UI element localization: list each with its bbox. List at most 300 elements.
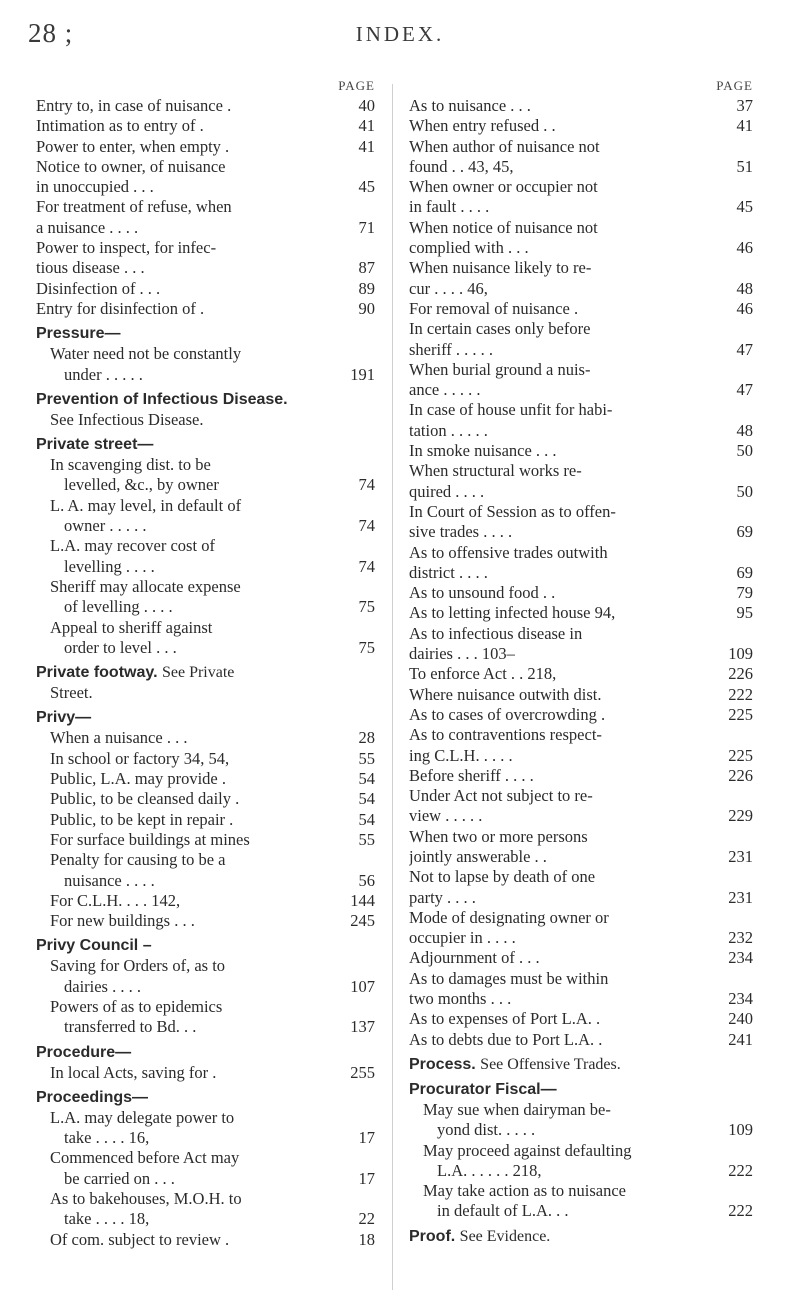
- page-reference: 89: [358, 278, 375, 298]
- index-line: [409, 867, 753, 887]
- entry-text: In school or factory 34, 54,: [50, 748, 230, 768]
- index-line: [36, 116, 375, 136]
- index-line: [50, 769, 375, 789]
- index-block: [36, 323, 375, 385]
- index-line: [409, 421, 753, 441]
- entry-text: L. A. may level, in default of: [50, 495, 242, 515]
- entry-heading: [36, 323, 375, 344]
- entry-text: May proceed against defaulting: [423, 1140, 632, 1160]
- index-line: [50, 536, 375, 556]
- entry-text: Under Act not subject to re-: [409, 786, 593, 806]
- entry-heading: [409, 1054, 753, 1075]
- index-line: [409, 827, 753, 847]
- entry-text: To enforce Act . . 218,: [409, 664, 557, 684]
- entry-text: L.A. may recover cost of: [50, 536, 215, 556]
- page-reference: 40: [358, 96, 375, 115]
- entry-text: As to unsound food . .: [409, 583, 556, 603]
- index-line: [50, 557, 375, 577]
- entry-text: levelled, &c., by owner: [64, 475, 219, 495]
- index-line: [50, 1128, 375, 1148]
- entry-heading: [36, 389, 375, 410]
- entry-text: Of com. subject to review .: [50, 1229, 230, 1249]
- page-reference: 222: [728, 1160, 753, 1180]
- index-line: [423, 1201, 753, 1221]
- index-line: [50, 618, 375, 638]
- entry-text: tious disease . . .: [36, 258, 145, 278]
- index-line: [409, 624, 753, 644]
- entry-text: ance . . . . .: [409, 380, 481, 400]
- page-reference: 225: [728, 704, 753, 724]
- page-reference: 41: [358, 116, 375, 136]
- entry-text: quired . . . .: [409, 481, 485, 501]
- index-line: [409, 319, 753, 339]
- index-block: [409, 1054, 753, 1075]
- index-line: [409, 583, 753, 603]
- entry-text: Powers of as to epidemics: [50, 996, 223, 1016]
- index-line: [50, 911, 375, 931]
- page-reference: 231: [728, 846, 753, 866]
- page-reference: 107: [350, 976, 375, 996]
- index-line: [423, 1161, 753, 1181]
- entry-text: Street.: [50, 683, 93, 703]
- index-line: [409, 197, 753, 217]
- index-line: [409, 340, 753, 360]
- page-reference: 75: [358, 637, 375, 657]
- page-reference: 90: [358, 298, 375, 318]
- entry-text: take . . . . 18,: [64, 1209, 150, 1229]
- heading-text: Procedure—: [36, 1043, 132, 1061]
- page-reference: 74: [358, 556, 375, 576]
- heading-text: Prevention of Infectious Disease.: [36, 390, 288, 408]
- page-reference: 191: [350, 364, 375, 384]
- entry-heading: [36, 707, 375, 728]
- entry-text: As to letting infected house 94,: [409, 603, 616, 623]
- index-line: [50, 577, 375, 597]
- index-line: [50, 830, 375, 850]
- index-block: [36, 1042, 375, 1083]
- index-line: [409, 644, 753, 664]
- index-line: [50, 455, 375, 475]
- index-line: [50, 683, 375, 703]
- entry-text: Entry for disinfection of .: [36, 298, 205, 318]
- index-line: [36, 238, 375, 258]
- entry-text: transferred to Bd. . .: [64, 1017, 197, 1037]
- index-line: [50, 871, 375, 891]
- page-column-label: PAGE: [338, 78, 375, 93]
- page-reference: 137: [350, 1017, 375, 1037]
- entry-text: For treatment of refuse, when: [36, 197, 232, 217]
- index-line: [409, 948, 753, 968]
- entry-text: of levelling . . . .: [64, 597, 173, 617]
- entry-text: Appeal to sheriff against: [50, 617, 213, 637]
- index-block: [36, 707, 375, 931]
- entry-text: found . . 43, 45,: [409, 156, 514, 176]
- page-reference: 255: [350, 1062, 375, 1082]
- index-line: [409, 116, 753, 136]
- index-line: [50, 1063, 375, 1083]
- index-line: [50, 891, 375, 911]
- index-line: [50, 749, 375, 769]
- page-reference: 45: [736, 197, 753, 217]
- index-line: [409, 685, 753, 705]
- entry-text: owner . . . . .: [64, 516, 147, 536]
- page-reference: 225: [728, 745, 753, 765]
- entry-text: cur . . . . 46,: [409, 278, 488, 298]
- index-line: [409, 279, 753, 299]
- index-line: [409, 218, 753, 238]
- entry-heading: [36, 1042, 375, 1063]
- index-line: [50, 1169, 375, 1189]
- entry-text: When entry refused . .: [409, 116, 556, 136]
- entry-text: L.A. . . . . . 218,: [437, 1160, 542, 1180]
- entry-text: See Infectious Disease.: [50, 409, 204, 429]
- entry-text: L.A. may delegate power to: [50, 1107, 235, 1127]
- index-line: [36, 157, 375, 177]
- index-line: [409, 137, 753, 157]
- index-line: [36, 177, 375, 197]
- index-line: [409, 543, 753, 563]
- entry-text: ing C.L.H. . . . .: [409, 745, 513, 765]
- page-reference: 55: [358, 829, 375, 849]
- index-line: [409, 238, 753, 258]
- entry-text: As to bakehouses, M.O.H. to: [50, 1189, 242, 1209]
- page-reference: 54: [358, 769, 375, 789]
- page-reference: 46: [736, 238, 753, 258]
- entry-text: In smoke nuisance . . .: [409, 441, 557, 461]
- index-line: [36, 279, 375, 299]
- index-line: [409, 360, 753, 380]
- page-title: INDEX.: [355, 22, 445, 46]
- entry-text: a nuisance . . . .: [36, 217, 139, 237]
- entry-text: Penalty for causing to be a: [50, 850, 226, 870]
- heading-text: Process.: [409, 1055, 476, 1073]
- index-block: [409, 96, 753, 1050]
- page-reference: 41: [736, 116, 753, 136]
- heading-text: Pressure—: [36, 325, 121, 343]
- page-reference: 109: [728, 644, 753, 664]
- heading-text: Proof.: [409, 1227, 456, 1245]
- entry-text: Public, to be cleansed daily .: [50, 789, 240, 809]
- heading-text: Privy—: [36, 709, 92, 727]
- heading-text: Procurator Fiscal—: [409, 1080, 557, 1098]
- page-reference: 46: [736, 298, 753, 318]
- entry-text: As to nuisance . . .: [409, 96, 531, 115]
- entry-text: occupier in . . . .: [409, 928, 516, 948]
- index-block: [409, 1226, 753, 1247]
- index-line: [50, 728, 375, 748]
- entry-text: In certain cases only before: [409, 319, 591, 339]
- page-reference: 95: [736, 603, 753, 623]
- index-line: [50, 1209, 375, 1229]
- entry-text: tation . . . . .: [409, 420, 488, 440]
- index-line: [409, 664, 753, 684]
- left-entries: [36, 96, 375, 1250]
- page-reference: 241: [728, 1029, 753, 1049]
- page-reference: 234: [728, 948, 753, 968]
- index-line: [423, 1141, 753, 1161]
- entry-text: Notice to owner, of nuisance: [36, 156, 226, 176]
- index-line: [409, 563, 753, 583]
- index-line: [409, 705, 753, 725]
- index-line: [50, 597, 375, 617]
- entry-text: For new buildings . . .: [50, 911, 195, 931]
- entry-text: Power to enter, when empty .: [36, 136, 230, 156]
- page-reference: 55: [358, 748, 375, 768]
- entry-text: Water need not be constantly: [50, 344, 242, 364]
- entry-text: As to debts due to Port L.A. .: [409, 1029, 603, 1049]
- entry-text: When burial ground a nuis-: [409, 359, 591, 379]
- entry-text: order to level . . .: [64, 637, 177, 657]
- entry-text: jointly answerable . .: [409, 846, 547, 866]
- entry-text: As to infectious disease in: [409, 623, 583, 643]
- entry-text: As to contraventions respect-: [409, 725, 602, 745]
- index-line: [423, 1120, 753, 1140]
- index-line: [409, 380, 753, 400]
- page-reference: 232: [728, 928, 753, 948]
- page-reference: 75: [358, 597, 375, 617]
- index-line: [50, 496, 375, 516]
- index-line: [50, 850, 375, 870]
- index-line: [409, 928, 753, 948]
- entry-text: Disinfection of . . .: [36, 278, 161, 298]
- index-line: [409, 482, 753, 502]
- index-line: [409, 522, 753, 542]
- index-line: [50, 1148, 375, 1168]
- see-reference: See Offensive Trades.: [480, 1055, 621, 1073]
- page-reference: 48: [736, 420, 753, 440]
- index-line: [50, 956, 375, 976]
- entry-text: party . . . .: [409, 887, 476, 907]
- entry-text: In case of house unfit for habi-: [409, 400, 613, 420]
- page-reference: 74: [358, 475, 375, 495]
- entry-heading: [36, 434, 375, 455]
- page-column-label: PAGE: [716, 78, 753, 93]
- index-line: [50, 475, 375, 495]
- page-reference: 69: [736, 562, 753, 582]
- entry-text: May take action as to nuisance: [423, 1181, 626, 1201]
- entry-text: yond dist. . . . .: [437, 1120, 536, 1140]
- page-reference: 54: [358, 809, 375, 829]
- index-block: [36, 1087, 375, 1250]
- page-reference: 51: [736, 156, 753, 176]
- page-reference: 41: [358, 136, 375, 156]
- left-column: [36, 78, 375, 1250]
- index-line: [36, 197, 375, 217]
- page-reference: 144: [350, 890, 375, 910]
- page-reference: 45: [358, 177, 375, 197]
- index-line: [409, 1009, 753, 1029]
- index-line: [50, 1017, 375, 1037]
- right-entries: [409, 96, 753, 1247]
- entry-text: In Court of Session as to offen-: [409, 501, 616, 521]
- index-block: [36, 389, 375, 430]
- entry-text: complied with . . .: [409, 238, 529, 258]
- index-block: [36, 662, 375, 703]
- entry-text: When a nuisance . . .: [50, 728, 188, 748]
- entry-text: Saving for Orders of, as to: [50, 956, 226, 976]
- page-reference: 22: [358, 1209, 375, 1229]
- entry-text: For C.L.H. . . . 142,: [50, 890, 181, 910]
- page-reference: 17: [358, 1128, 375, 1148]
- index-line: [409, 603, 753, 623]
- index-line: [409, 847, 753, 867]
- entry-text: take . . . . 16,: [64, 1128, 150, 1148]
- index-line: [50, 810, 375, 830]
- index-line: [409, 969, 753, 989]
- index-line: [36, 258, 375, 278]
- index-line: [409, 888, 753, 908]
- entry-text: sheriff . . . . .: [409, 339, 494, 359]
- index-line: [36, 218, 375, 238]
- index-line: [409, 786, 753, 806]
- heading-text: Proceedings—: [36, 1088, 149, 1106]
- entry-text: Adjournment of . . .: [409, 948, 540, 968]
- index-line: [409, 1030, 753, 1050]
- entry-text: Commenced before Act may: [50, 1148, 240, 1168]
- index-line: [409, 400, 753, 420]
- entry-text: in fault . . . .: [409, 197, 490, 217]
- page-reference: 69: [736, 522, 753, 542]
- page-reference: 50: [736, 481, 753, 501]
- heading-text: Private footway.: [36, 664, 158, 682]
- page-reference: 50: [736, 441, 753, 461]
- page-reference: 240: [728, 1009, 753, 1029]
- page-reference: 17: [358, 1168, 375, 1188]
- page-reference: 74: [358, 516, 375, 536]
- entry-text: In local Acts, saving for .: [50, 1062, 217, 1082]
- entry-text: district . . . .: [409, 562, 488, 582]
- entry-text: For surface buildings at mines: [50, 829, 250, 849]
- index-line: [50, 1230, 375, 1250]
- entry-text: view . . . . .: [409, 806, 483, 826]
- page-reference: 37: [736, 96, 753, 115]
- entry-text: As to cases of overcrowding .: [409, 704, 606, 724]
- page-number: 28 ;: [28, 18, 74, 48]
- entry-text: under . . . . .: [64, 364, 143, 384]
- index-line: [423, 1181, 753, 1201]
- page-reference: 48: [736, 278, 753, 298]
- index-line: [50, 516, 375, 536]
- entry-text: Power to inspect, for infec-: [36, 238, 217, 258]
- entry-text: Intimation as to entry of .: [36, 116, 204, 136]
- entry-text: Mode of designating owner or: [409, 907, 609, 927]
- entry-text: be carried on . . .: [64, 1168, 175, 1188]
- index-line: [409, 461, 753, 481]
- entry-heading: [409, 1079, 753, 1100]
- entry-text: Sheriff may allocate expense: [50, 576, 241, 596]
- index-line: [36, 299, 375, 319]
- entry-text: nuisance . . . .: [64, 870, 155, 890]
- entry-text: Before sheriff . . . .: [409, 765, 534, 785]
- entry-text: As to damages must be within: [409, 968, 609, 988]
- entry-text: When structural works re-: [409, 461, 582, 481]
- index-line: [409, 299, 753, 319]
- heading-text: Privy Council –: [36, 937, 152, 955]
- entry-text: For removal of nuisance .: [409, 298, 579, 318]
- index-line: [50, 410, 375, 430]
- index-line: [50, 789, 375, 809]
- page-reference: 222: [728, 1201, 753, 1221]
- entry-text: levelling . . . .: [64, 556, 155, 576]
- entry-text: As to offensive trades outwith: [409, 542, 608, 562]
- right-column: [409, 78, 753, 1247]
- page-reference: 87: [358, 258, 375, 278]
- page-reference: 56: [358, 870, 375, 890]
- index-line: [423, 1100, 753, 1120]
- index-line: [409, 725, 753, 745]
- entry-text: Where nuisance outwith dist.: [409, 684, 602, 704]
- entry-text: When notice of nuisance not: [409, 217, 598, 237]
- index-line: [409, 502, 753, 522]
- page-reference: 229: [728, 806, 753, 826]
- index-line: [50, 344, 375, 364]
- index-line: [409, 806, 753, 826]
- page-reference: 226: [728, 765, 753, 785]
- page-reference: 71: [358, 217, 375, 237]
- index-block: [36, 434, 375, 658]
- entry-text: As to expenses of Port L.A. .: [409, 1009, 601, 1029]
- entry-text: May sue when dairyman be-: [423, 1099, 611, 1119]
- index-line: [409, 157, 753, 177]
- index-line: [409, 908, 753, 928]
- index-line: [409, 989, 753, 1009]
- page-reference: 234: [728, 989, 753, 1009]
- entry-text: in unoccupied . . .: [36, 177, 154, 197]
- heading-text: Private street—: [36, 436, 154, 454]
- see-reference: See Evidence.: [459, 1227, 551, 1245]
- entry-text: When author of nuisance not: [409, 136, 600, 156]
- index-line: [36, 96, 375, 116]
- entry-text: When nuisance likely to re-: [409, 258, 592, 278]
- entry-heading: [36, 935, 375, 956]
- index-line: [50, 997, 375, 1017]
- entry-text: Public, L.A. may provide .: [50, 769, 226, 789]
- index-line: [50, 638, 375, 658]
- entry-text: dairies . . . .: [64, 976, 141, 996]
- index-block: [36, 96, 375, 319]
- page-reference: 47: [736, 380, 753, 400]
- index-block: [409, 1079, 753, 1222]
- page-reference: 231: [728, 887, 753, 907]
- entry-text: Public, to be kept in repair .: [50, 809, 234, 829]
- index-line: [409, 258, 753, 278]
- index-block: [36, 935, 375, 1037]
- entry-text: Entry to, in case of nuisance .: [36, 96, 232, 115]
- see-reference: See Private: [161, 664, 235, 682]
- index-line: [409, 177, 753, 197]
- index-line: [50, 977, 375, 997]
- entry-text: When owner or occupier not: [409, 177, 598, 197]
- index-line: [50, 365, 375, 385]
- entry-heading: [36, 662, 375, 683]
- entry-heading: [409, 1226, 753, 1247]
- index-line: [409, 766, 753, 786]
- entry-text: Not to lapse by death of one: [409, 867, 596, 887]
- entry-text: When two or more persons: [409, 826, 588, 846]
- entry-text: sive trades . . . .: [409, 522, 513, 542]
- entry-text: two months . . .: [409, 989, 512, 1009]
- entry-text: In scavenging dist. to be: [50, 455, 211, 475]
- page-reference: 245: [350, 911, 375, 931]
- page-reference: 18: [358, 1229, 375, 1249]
- index-line: [409, 441, 753, 461]
- index-line: [50, 1189, 375, 1209]
- page-reference: 222: [728, 684, 753, 704]
- page-reference: 79: [736, 583, 753, 603]
- entry-text: in default of L.A. . .: [437, 1201, 569, 1221]
- index-line: [409, 746, 753, 766]
- index-line: [36, 137, 375, 157]
